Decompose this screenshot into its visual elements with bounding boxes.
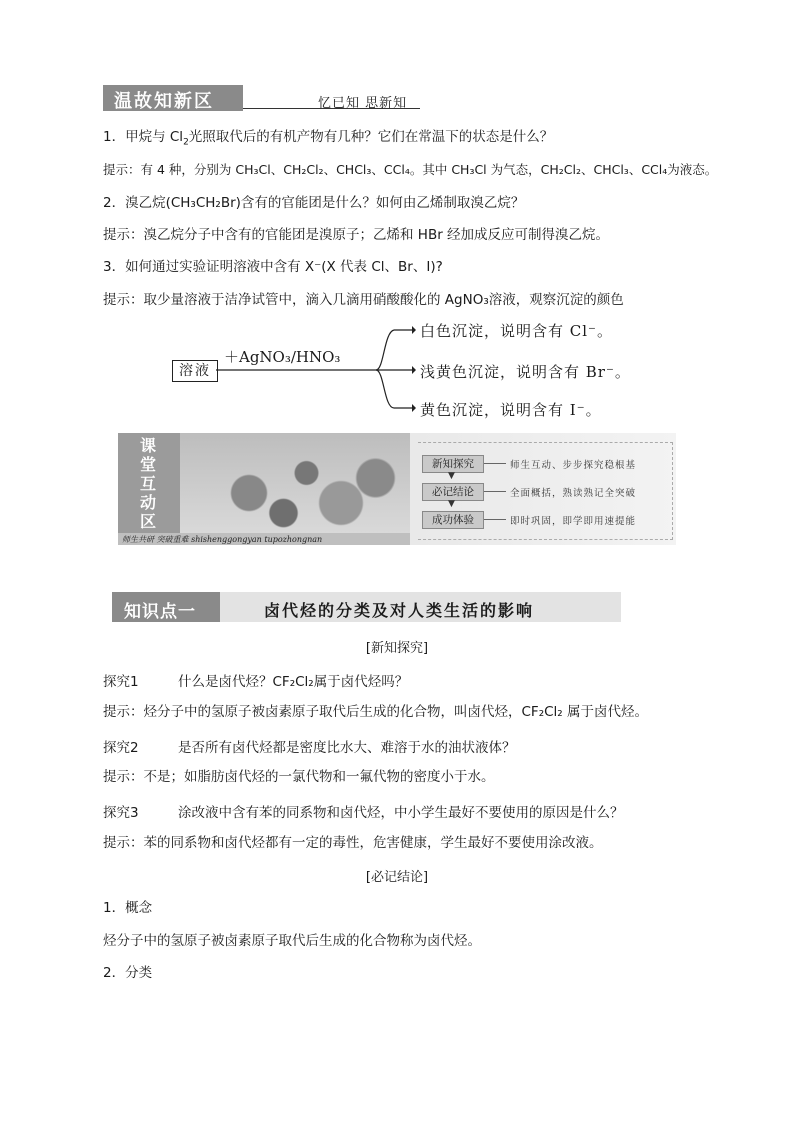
banner-char: 动 (139, 493, 156, 512)
classification-heading: 2．分类 (103, 965, 153, 981)
result-yellow: 黄色沉淀，说明含有 I⁻。 (420, 401, 602, 419)
tag-connector (484, 491, 506, 492)
tag-desc: 全面概括，熟读熟记全突破 (510, 488, 637, 499)
question-1-sub: 2 (183, 137, 189, 148)
probe-1-answer: 提示：烃分子中的氢原子被卤素原子取代后生成的化合物，叫卤代烃，CF₂Cl₂ 属于卤代烃。 (103, 704, 648, 720)
reagent-label: ＋AgNO₃/HNO₃ (224, 348, 341, 366)
banner-vertical-title (136, 436, 160, 531)
explore-label: [新知探究] (365, 641, 429, 656)
solution-box: 溶液 (172, 360, 218, 382)
question-1 (103, 128, 553, 152)
probe-2-answer: 提示：不是；如脂肪卤代烃的一氯代物和一氟代物的密度小于水。 (103, 769, 495, 785)
tag-conclusion: 必记结论 (422, 483, 484, 501)
concept-text: 烃分子中的氢原子被卤素原子取代后生成的化合物称为卤代烃。 (103, 933, 481, 949)
question-3: 3．如何通过实验证明溶液中含有 X⁻(X 代表 Cl、Br、I)? (103, 259, 443, 275)
probe-1-label: 探究1 (103, 674, 139, 690)
section-subtitle: 忆已知 思新知 (318, 96, 408, 111)
answer-1: 提示：有 4 种，分别为 CH₃Cl、CH₂Cl₂、CHCl₃、CCl₄。其中 CH₃Cl 为气态，CH₂Cl₂、CHCl₃、CCl₄为液态。 (103, 162, 718, 177)
arrow-down-icon: ▼ (448, 499, 455, 509)
probe-2-label: 探究2 (103, 740, 139, 756)
probe-1-question: 什么是卤代烃？CF₂Cl₂属于卤代烃吗？ (178, 674, 409, 690)
banner-footer: 师生共研 突破重难 shishenggongyan tupozhongnan (122, 535, 323, 544)
tag-connector (484, 463, 506, 464)
question-1-suffix: 光照取代后的有机产物有几种？它们在常温下的状态是什么？ (188, 129, 554, 145)
knowledge-badge: 知识点一 (124, 602, 196, 622)
section-badge: 温故知新区 (114, 91, 214, 112)
question-2: 2．溴乙烷(CH₃CH₂Br)含有的官能团是什么？如何由乙烯制取溴乙烷？ (103, 195, 525, 211)
concept-heading: 1．概念 (103, 900, 153, 916)
classroom-photo (180, 433, 410, 533)
banner-char: 课 (139, 436, 156, 455)
result-pale-yellow: 浅黄色沉淀，说明含有 Br⁻。 (420, 363, 631, 381)
answer-3: 提示：取少量溶液于洁净试管中，滴入几滴用硝酸酸化的 AgNO₃溶液，观察沉淀的颜色 (103, 292, 624, 308)
banner-char: 互 (139, 474, 156, 493)
conclusion-label: [必记结论] (365, 870, 429, 885)
tag-practice: 成功体验 (422, 511, 484, 529)
probe-2-question: 是否所有卤代烃都是密度比水大、难溶于水的油状液体？ (178, 740, 516, 756)
question-1-prefix: 1．甲烷与 Cl (103, 129, 184, 145)
tag-new-knowledge: 新知探究 (422, 455, 484, 473)
tag-desc: 师生互动、步步探究稳根基 (510, 460, 637, 471)
tag-desc: 即时巩固，即学即用速提能 (510, 516, 637, 527)
probe-3-answer: 提示：苯的同系物和卤代烃都有一定的毒性，危害健康，学生最好不要使用涂改液。 (103, 835, 603, 851)
result-white: 白色沉淀，说明含有 Cl⁻。 (420, 322, 613, 340)
knowledge-title: 卤代烃的分类及对人类生活的影响 (264, 601, 535, 620)
banner-char: 堂 (139, 455, 156, 474)
banner-char: 区 (139, 512, 156, 531)
tag-connector (484, 519, 506, 520)
answer-2: 提示：溴乙烷分子中含有的官能团是溴原子；乙烯和 HBr 经加成反应可制得溴乙烷。 (103, 227, 610, 243)
branch-arrows (216, 320, 416, 420)
arrow-down-icon: ▼ (448, 471, 455, 481)
probe-3-question: 涂改液中含有苯的同系物和卤代烃，中小学生最好不要使用的原因是什么？ (178, 805, 624, 821)
probe-3-label: 探究3 (103, 805, 139, 821)
